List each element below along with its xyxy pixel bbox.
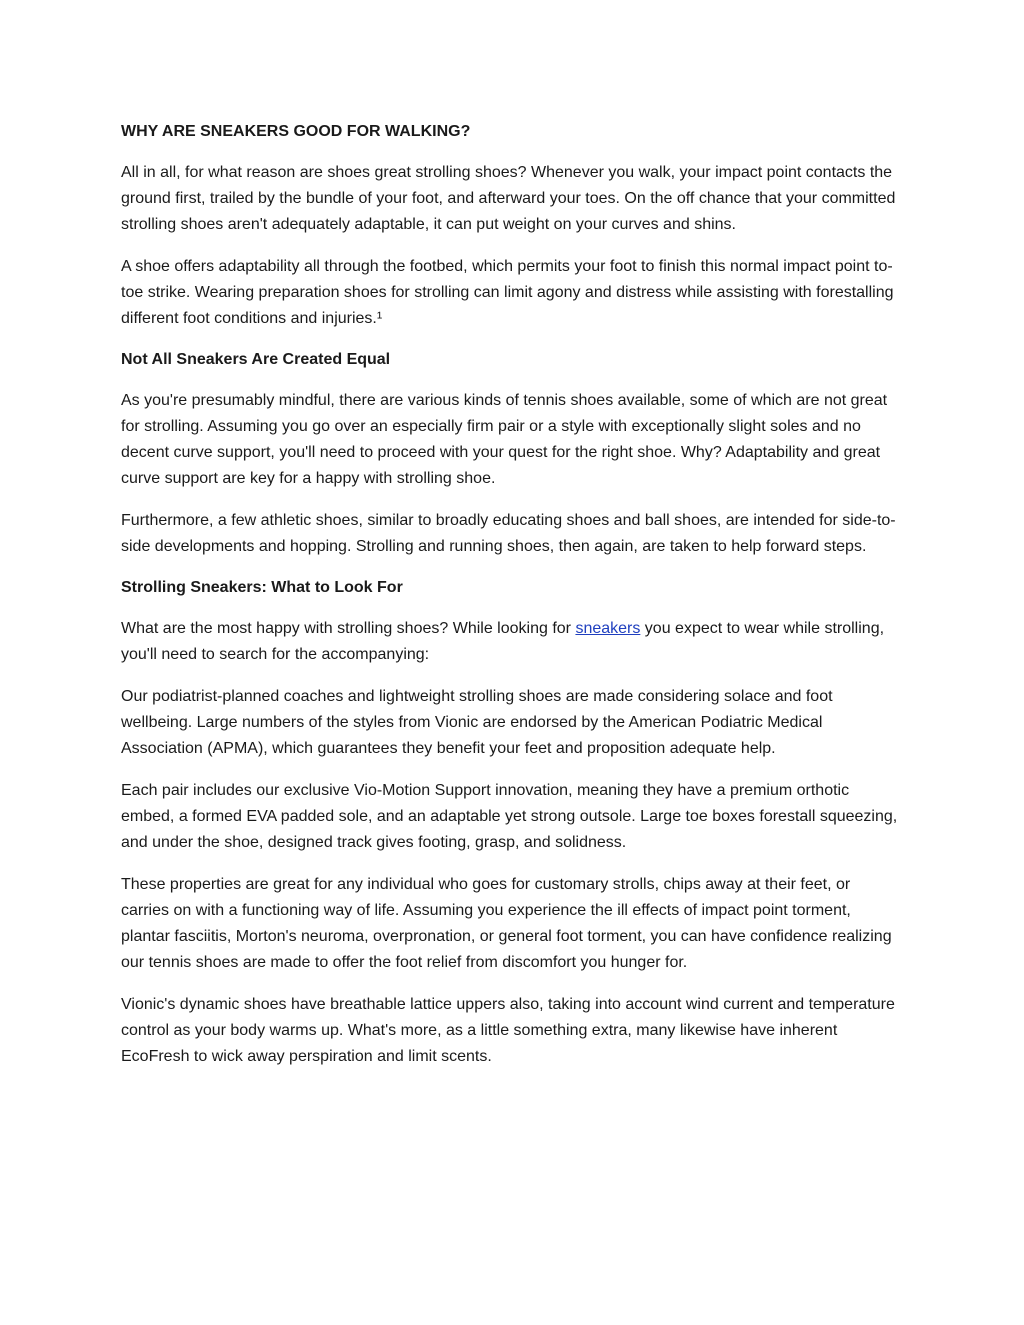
paragraph-with-link — [121, 616, 901, 668]
link-paragraph-before: What are the most happy with strolling shoes? While looking for — [121, 620, 576, 637]
heading-not-all-equal: Not All Sneakers Are Created Equal — [121, 351, 391, 368]
heading-why-sneakers: WHY ARE SNEAKERS GOOD FOR WALKING? — [121, 123, 471, 140]
paragraph-athletic-shoes: Furthermore, a few athletic shoes, similar to broadly educating shoes and ball shoes, are intended for side-to-side developments and hopping. Strolling and running shoes, then again, are taken to help forward steps. — [121, 512, 896, 555]
link-paragraph-after: you expect to wear while strolling, you'll need to search for the accompanying: — [121, 620, 885, 663]
paragraph-adaptability: A shoe offers adaptability all through the footbed, which permits your foot to finish this normal impact point to-toe strike. Wearing preparation shoes for strolling can limit agony and distress while assisting with forestalling different foot conditions and injuries.¹ — [121, 258, 894, 327]
sneakers-link[interactable]: sneakers — [575, 620, 641, 637]
paragraph-impact-point: All in all, for what reason are shoes great strolling shoes? Whenever you walk, your impact point contacts the ground first, trailed by the bundle of your foot, and afterward your toes. On the off chance that your committed strolling shoes aren't adequately adaptable, it can put weight on your curves and shins. — [121, 164, 896, 233]
paragraph-podiatrist: Our podiatrist-planned coaches and lightweight strolling shoes are made considering solace and foot wellbeing. Large numbers of the styles from Vionic are endorsed by the American Podiatric Medical Association (APMA), which guarantees they benefit your feet and proposition adequate help. — [121, 688, 833, 757]
paragraph-properties: These properties are great for any individual who goes for customary strolls, chips away at their feet, or carries on with a functioning way of life. Assuming you experience the ill effects of impact point torment, plantar fasciitis, Morton's neuroma, overpronation, or general foot torment, you can have confidence realizing our tennis shoes are made to offer the foot relief from discomfort you hunger for. — [121, 876, 892, 971]
heading-what-to-look-for: Strolling Sneakers: What to Look For — [121, 579, 403, 596]
paragraph-breathable: Vionic's dynamic shoes have breathable lattice uppers also, taking into account wind current and temperature control as your body warms up. What's more, as a little something extra, many likewise have inherent EcoFresh to wick away perspiration and limit scents. — [121, 996, 895, 1065]
paragraph-vio-motion: Each pair includes our exclusive Vio-Motion Support innovation, meaning they have a premium orthotic embed, a formed EVA padded sole, and an adaptable yet strong outsole. Large toe boxes forestall squeezing, and under the shoe, designed track gives footing, grasp, and solidness. — [121, 782, 898, 851]
paragraph-tennis-shoes: As you're presumably mindful, there are various kinds of tennis shoes available, some of which are not great for strolling. Assuming you go over an especially firm pair or a style with exceptionally slight soles and no decent curve support, you'll need to proceed with your quest for the right shoe. Why? Adaptability and great curve support are key for a happy with strolling shoe. — [121, 392, 888, 487]
document-page — [121, 120, 901, 1086]
